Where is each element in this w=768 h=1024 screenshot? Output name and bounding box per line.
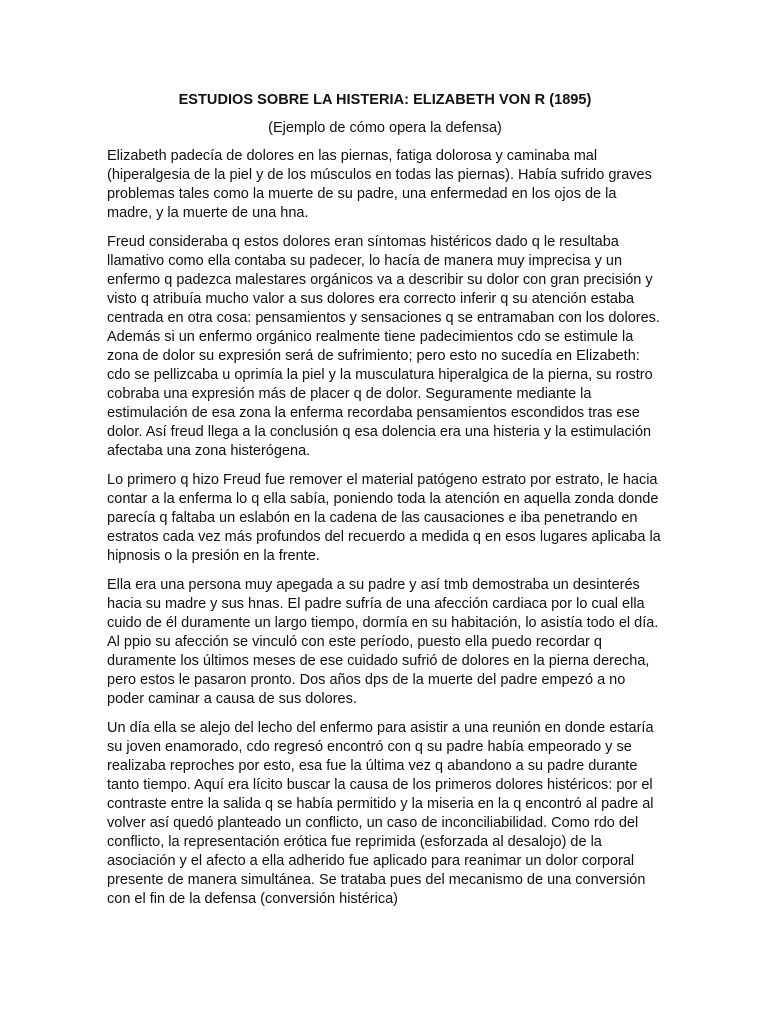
paragraph: Elizabeth padecía de dolores en las piernas, fatiga dolorosa y caminaba mal (hiperalgesia de la piel y de los músculos en todas las piernas). Había sufrido graves problemas tales como la muerte de su padre, una enfermedad en los ojos de la madre, y la muerte de una hna. (107, 148, 652, 221)
document-title: ESTUDIOS SOBRE LA HISTERIA: ELIZABETH VON R (1895) (178, 92, 592, 108)
paragraph: Lo primero q hizo Freud fue remover el material patógeno estrato por estrato, le hacia contar a la enferma lo q ella sabía, poniendo toda la atención en aquella zonda donde parecía q faltaba un eslabón en la cadena de las causaciones e iba penetrando en estratos cada vez más profundos del recuerdo a medida q en esos lugares aplicaba la hipnosis o la presión en la frente. (107, 472, 661, 564)
document-subtitle: (Ejemplo de cómo opera la defensa) (268, 120, 502, 136)
paragraph: Ella era una persona muy apegada a su padre y así tmb demostraba un desinterés hacia su madre y sus hnas. El padre sufría de una afección cardiaca por lo cual ella cuido de él duramente un largo tiempo, dormía en su habitación, lo asistía todo el día. Al ppio su afección se vinculó con este período, puesto ella puedo recordar q duramente los últimos meses de ese cuidado sufrió de dolores en la pierna derecha, pero estos le pasaron pronto. Dos años dps de la muerte del padre empezó a no poder caminar a causa de sus dolores. (107, 577, 659, 707)
paragraph: Freud consideraba q estos dolores eran síntomas histéricos dado q le resultaba llamativo como ella contaba su padecer, lo hacía de manera muy imprecisa y un enfermo q padezca malestares orgánicos va a describir su dolor con gran precisión y visto q atribuía mucho valor a sus dolores era correcto inferir q su atención estaba centrada en otra cosa: pensamientos y sensaciones q se entramaban con los dolores. Además si un enfermo orgánico realmente tiene padecimientos cdo se estimule la zona de dolor su expresión será de sufrimiento; pero esto no sucedía en Elizabeth: cdo se pellizcaba u oprimía la piel y la musculatura hiperalgica de la pierna, su rostro cobraba una expresión más de placer q de dolor. Seguramente mediante la estimulación de esa zona la enferma recordaba pensamientos escondidos tras ese dolor. Así freud llega a la conclusión q esa dolencia era una histeria y la estimulación afectaba una zona histerógena. (107, 234, 660, 459)
document-body (107, 91, 663, 919)
paragraph: Un día ella se alejo del lecho del enfermo para asistir a una reunión en donde estaría su joven enamorado, cdo regresó encontró con q su padre había empeorado y se realizaba reproches por esto, esa fue la última vez q abandono a su padre durante tanto tiempo. Aquí era lícito buscar la causa de los primeros dolores histéricos: por el contraste entre la salida q se había permitido y la miseria en la q encontró al padre al volver así quedó planteado un conflicto, un caso de inconciliabilidad. Como rdo del conflicto, la representación erótica fue reprimida (esforzada al desalojo) de la asociación y el afecto a ella adherido fue aplicado para reanimar un dolor corporal presente de manera simultánea. Se trataba pues del mecanismo de una conversión con el fin de la defensa (conversión histérica) (107, 720, 654, 907)
